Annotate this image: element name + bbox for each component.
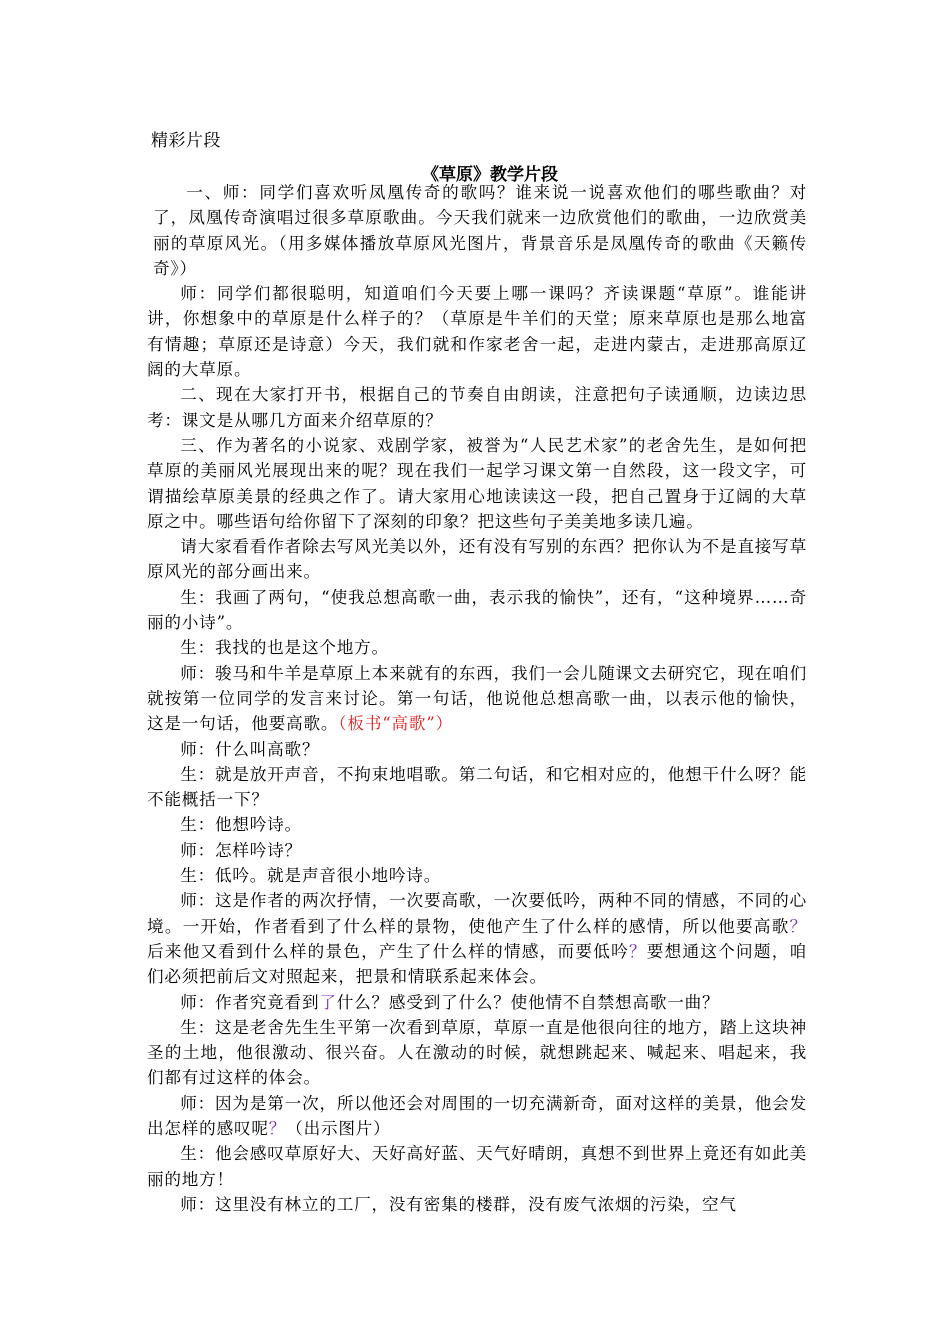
paragraph: 请大家看看作者除去写风光美以外，还有没有写别的东西？把你认为不是直接写草原风光的部分画出来。 <box>147 537 807 582</box>
paragraph: 生：我找的也是这个地方。 <box>180 638 389 658</box>
document-body <box>147 180 807 1217</box>
paragraph: 师：骏马和牛羊是草原上本来就有的东西，我们一会儿随课文去研究它，现在咱们就按第一位同学的发言来讨论。第一句话，他说他总想高歌一曲，以表示他的愉快，这是一句话，他要高歌。（板书“高歌”） <box>147 663 807 734</box>
paragraph: 生：就是放开声音，不拘束地唱歌。第二句话，和它相对应的，他想干什么呀？能不能概括一下？ <box>147 764 807 810</box>
paragraph: 生：他会感叹草原好大、天好高好蓝、天气好晴朗，真想不到世界上竟还有如此美丽的地方！ <box>147 1144 807 1189</box>
paragraph: 师：同学们都很聪明，知道咱们今天要上哪一课吗？齐读课题“草原”。谁能讲讲，你想象中的草原是什么样子的？（草原是牛羊们的天堂；原来草原也是那么地富有情趣；草原还是诗意）今天，我们就和作家老舍一起，走进内蒙古，走进那高原辽阔的大草原。 <box>147 284 807 380</box>
paragraph: 生：我画了两句，“使我总想高歌一曲，表示我的愉快”，还有，“这种境界……奇丽的小诗”。 <box>147 587 807 633</box>
lesson-title: 《草原》教学片段 <box>422 165 558 185</box>
board-note: （板书“高歌”） <box>338 714 453 734</box>
paragraph: 师：这里没有林立的工厂，没有密集的楼群，没有废气浓烟的污染，空气 <box>180 1194 737 1214</box>
paragraph: 师：怎样吟诗？ <box>180 840 302 860</box>
paragraph: 师：因为是第一次，所以他还会对周围的一切充满新奇，面对这样的美景，他会发出怎样的感叹呢？（出示图片） <box>147 1093 807 1138</box>
paragraph: 师：这是作者的两次抒情，一次要高歌，一次要低吟，两种不同的情感，不同的心境。一开始，作者看到了什么样的景物，使他产生了什么样的感情，所以他要高歌？后来他又看到什么样的景色，产生了什么样的情感，而要低吟？要想通这个问题，咱们必须把前后文对照起来，把景和情联系起来体会。 <box>147 891 807 987</box>
paragraph: 一、师：同学们喜欢听凤凰传奇的歌吗？谁来说一说喜欢他们的哪些歌曲？对了，凤凰传奇演唱过很多草原歌曲。今天我们就来一边欣赏他们的歌曲，一边欣赏美丽的草原风光。（用多媒体播放草原风光图片，背景音乐是凤凰传奇的歌曲《天籁传奇》） <box>153 183 807 278</box>
paragraph: 三、作为著名的小说家、戏剧学家，被誉为“人民艺术家”的老舍先生，是如何把草原的美丽风光展现出来的呢？现在我们一起学习课文第一自然段，这一段文字，可谓描绘草原美景的经典之作了。请大家用心地读读这一段，把自己置身于辽阔的大草原之中。哪些语句给你留下了深刻的印象？把这些句子美美地多读几遍。 <box>147 435 807 531</box>
paragraph: 师：什么叫高歌？ <box>180 739 320 759</box>
paragraph: 二、现在大家打开书，根据自己的节奏自由朗读，注意把句子读通顺，边读边思考：课文是从哪几方面来介绍草原的？ <box>147 385 807 430</box>
paragraph: 生：低吟。就是声音很小地吟诗。 <box>180 866 442 886</box>
paragraph: 生：他想吟诗。 <box>180 815 302 835</box>
section-header: 精彩片段 <box>151 131 221 151</box>
paragraph: 生：这是老舍先生生平第一次看到草原，草原一直是他很向往的地方，踏上这块神圣的土地，他很激动、很兴奋。人在激动的时候，就想跳起来、喊起来、唱起来，我们都有过这样的体会。 <box>147 1017 807 1088</box>
paragraph: 师：作者究竟看到了什么？感受到了什么？使他情不自禁想高歌一曲？ <box>180 992 720 1012</box>
